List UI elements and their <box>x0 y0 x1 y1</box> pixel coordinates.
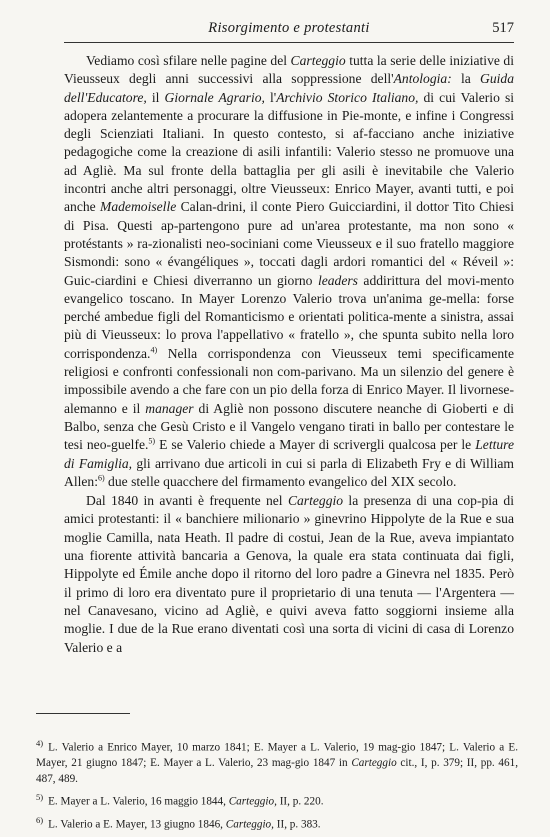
italic-run: Carteggio <box>287 493 344 509</box>
text-run: Calan-drini, il conte Piero Guicciardini, il dottor Tito Chiesi di Pisa. Questi ap-partengono pure ad un'area protestante, ma non sono « protéstants » ra-zionalisti neo-sociniani come Vieusseux e il suo fratello maggiore Sismondi: sono « évangéliques », toccati dagli ardori romantici del « Réveil »: Guic-ciardini e Chiesi diverranno un giorno <box>64 199 514 288</box>
italic-run: Letture di Famiglia, <box>64 437 514 471</box>
text-run: E se Valerio chiede a Mayer di scrivergli qualcosa per le <box>155 437 476 453</box>
text-run: Vediamo così sfilare nelle pagine del <box>86 53 291 68</box>
page-number: 517 <box>492 20 514 36</box>
italic-run: Mademoiselle <box>100 199 177 215</box>
footnote-marker: 6) <box>36 815 44 826</box>
footnote-marker: 5) <box>36 792 44 803</box>
text-run: cit., I, p. 379; II, pp. 461, 487, 489. <box>36 757 518 785</box>
footnote-4 <box>36 736 518 787</box>
text-run: il <box>146 89 165 105</box>
footnotes <box>36 736 518 837</box>
running-head <box>64 20 514 43</box>
footnote-marker: 4) <box>36 738 44 748</box>
italic-run: Giornale Agrario, <box>164 89 265 105</box>
paragraph-2 <box>64 492 514 657</box>
text-run: tutta la serie delle iniziative di Vieusseux degli anni successivi alla soppressione dell' <box>64 53 514 87</box>
text-run: l' <box>264 89 277 105</box>
text-run: II, p. 220. <box>276 795 324 808</box>
text-run: E. Mayer a L. Valerio, 16 maggio 1844, <box>48 795 229 808</box>
footnote-ref-6: 6) <box>97 473 105 483</box>
text-run: gli arrivano due articoli in cui si parla di Elizabeth Fry e di William Allen: <box>64 455 514 489</box>
italic-run: Carteggio, <box>228 795 277 808</box>
italic-run: leaders <box>317 272 358 288</box>
footnote-5 <box>36 790 518 810</box>
paragraph-1 <box>64 52 514 491</box>
footnote-ref-4: 4) <box>150 345 158 355</box>
italic-run: manager <box>145 400 194 416</box>
text-run: Dal 1840 in avanti è frequente nel <box>86 493 288 509</box>
text-run: Nella corrispondenza con Vieusseux temi specificamente religiosi e confronti confessionali non com-parivano. Ma un silenzio del genere è impossibile avendo a che fare con un pio della forza di Enrico Mayer. Il livornese-alemanno e il <box>64 345 514 416</box>
text-run: la <box>451 71 481 87</box>
text-run: di Agliè non possono discutere neanche di Gioberti e di Balbo, senza che Gesù Cristo e il Vangelo vengano tirati in ballo per contestare le tesi neo-guelfe. <box>64 400 515 453</box>
text-run: addirittura del movi-mento evangelico toscano. In Mayer Lorenzo Valerio trova un'anima ge-mella: forse perché ambedue figli del Romanticismo e orientati politica-mente a sinistra, assai più di Vieusseux: lo prova l'appellativo « fratello », che spunta subito nella loro corrispondenza. <box>64 272 514 361</box>
footnote-ref-5: 5) <box>148 436 156 446</box>
footnote-rule <box>36 713 130 714</box>
text-run: due stelle quacchere del firmamento evangelico del XIX secolo. <box>104 473 457 489</box>
italic-run: Carteggio <box>351 757 397 770</box>
italic-run: Guida dell'Educatore, <box>64 71 515 105</box>
text-run: L. Valerio a Enrico Mayer, 10 marzo 1841; E. Mayer a L. Valerio, 19 mag-gio 1847; L. Valerio a E. Mayer, 21 giugno 1847; E. Mayer a L. Valerio, 23 mag-gio 1847 in <box>36 741 518 770</box>
running-title: Risorgimento e protestanti <box>208 20 370 36</box>
italic-run: Archivio Storico Italiano, <box>276 89 419 105</box>
italic-run: Carteggio, <box>225 819 274 832</box>
body-text <box>64 52 514 657</box>
text-run: L. Valerio a E. Mayer, 13 giugno 1846, <box>48 819 226 832</box>
text-run: la presenza di una cop-pia di amici protestanti: il « banchiere milionario » ginevrino Hippolyte de la Rue e sua moglie Camilla, nata Heath. Il padre di costui, Jean de la Rue, aveva impiantato una fiorente attività bancaria a Genova, la quale era stata continuata dai figli, Hippolyte ed Émile anche dopo il ritorno del loro padre a Ginevra nel 1835. Però il primo di loro era diventato pure il proprietario di una tenuta — l'Argentera — nel Canavesano, vicino ad Agliè, e quivi aveva fatto soggiorni insieme alla moglie. I due de la Rue erano diventati così una sorta di vicini di casa di Lorenzo Valerio e a <box>64 493 514 655</box>
italic-run: Antologia: <box>393 71 452 87</box>
text-run: di cui Valerio si adopera zelantemente a procurare la diffusione in Pie-monte, e infine i Congressi degli Scienziati Italiani. In questo contesto, si af-facciano anche iniziative pedagogiche come la creazione di asili infantili: Valerio stesso ne promuove una ad Agliè. Ma sul fronte della battaglia per gli asili è inevitabile che Valerio incontri anche altri personaggi, oltre Vieusseux: Enrico Mayer, avanti tutti, e poi anche <box>64 89 515 215</box>
text-run: II, p. 383. <box>273 819 321 832</box>
italic-run: Carteggio <box>290 53 346 68</box>
